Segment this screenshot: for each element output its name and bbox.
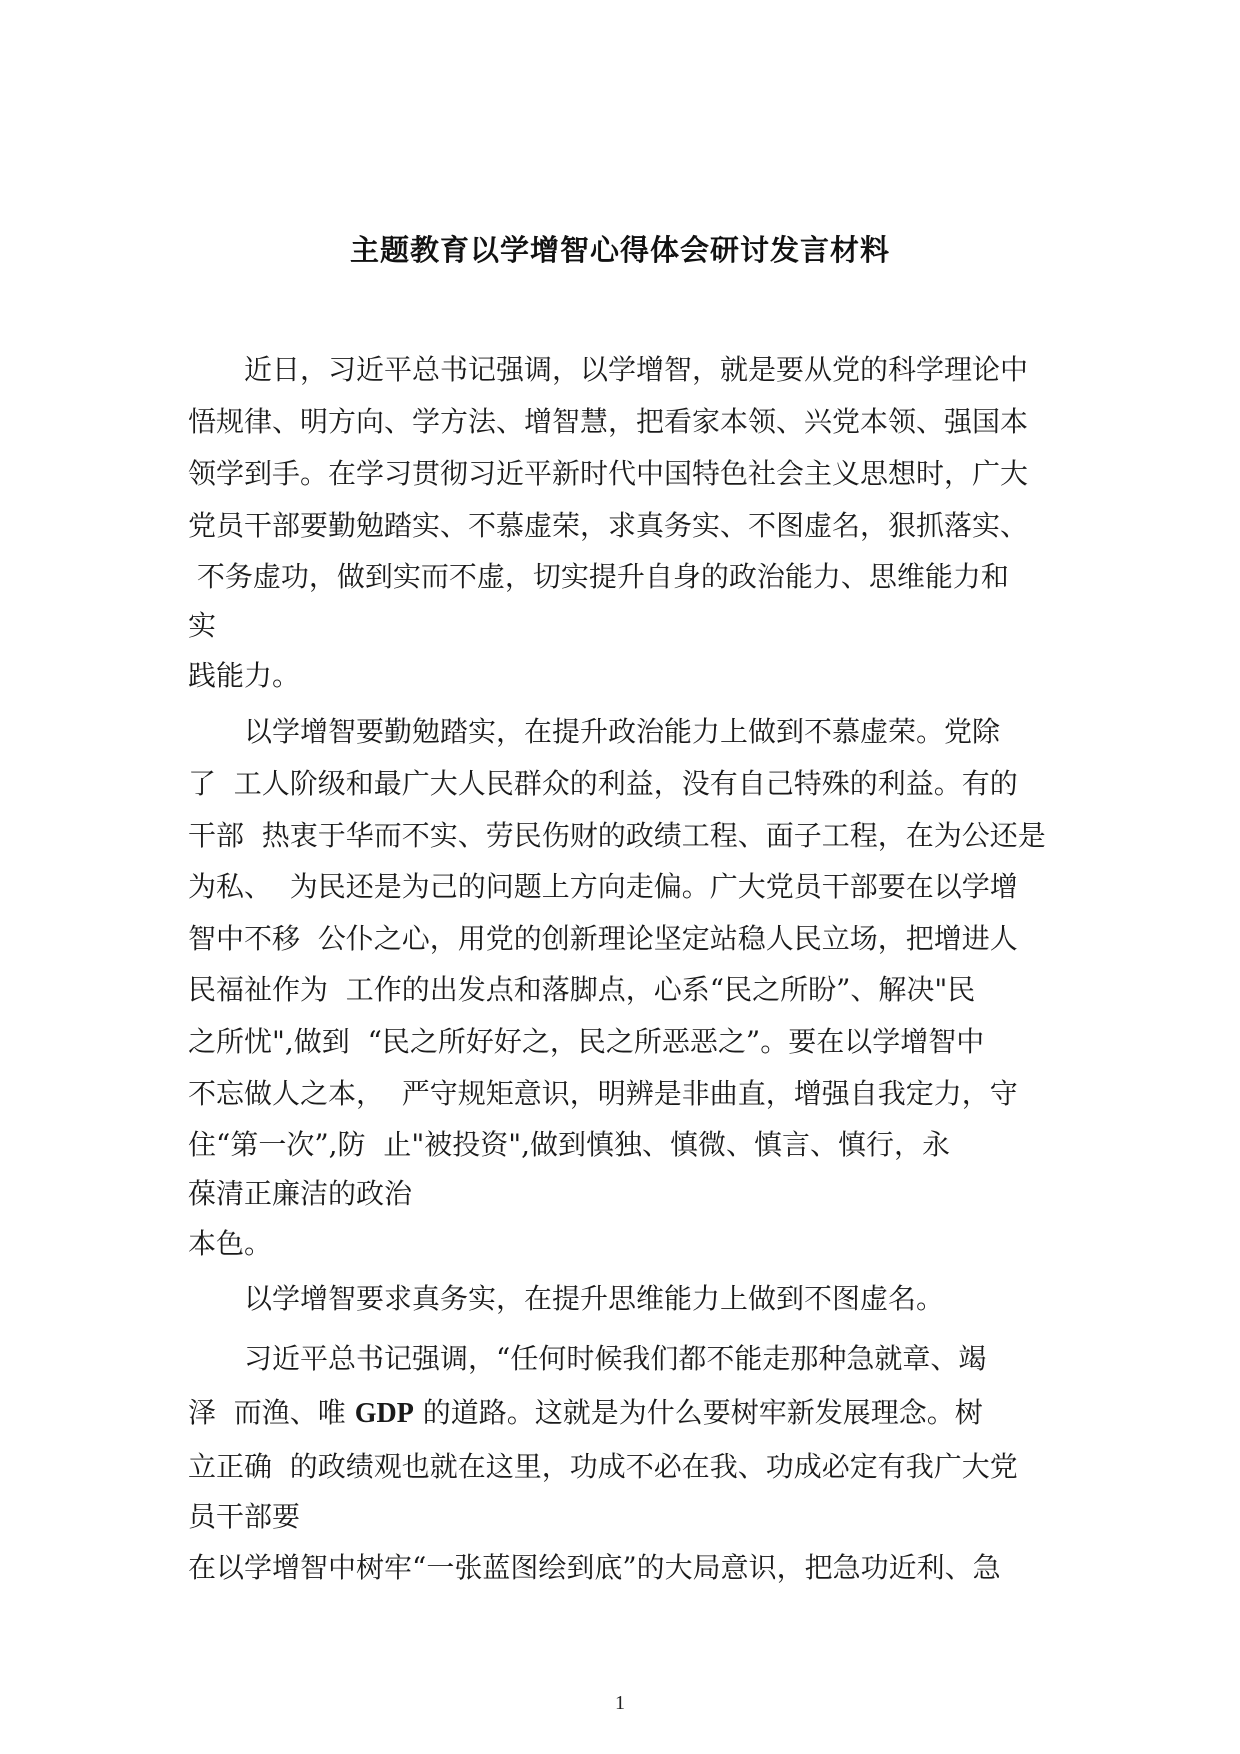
text-line: 以学增智要勤勉踏实，在提升政治能力上做到不慕虚荣。党除 [188,715,1001,748]
text-line: 葆清正廉洁的政治 [188,1177,413,1210]
text-line: 党员干部要勤勉踏实、不慕虚荣，求真务实、不图虚名，狠抓落实、 [188,509,1029,542]
text-line: 为私、 为民还是为己的问题上方向走偏。广大党员干部要在以学增 [188,870,1018,903]
text-line: 立正确 的政绩观也就在这里，功成不必在我、功成必定有我广大党 [188,1450,1018,1483]
text-line: 领学到手。在学习贯彻习近平新时代中国特色社会主义思想时，广大 [188,457,1029,490]
page-number: 1 [615,1692,625,1714]
text-line: 践能力。 [188,659,301,692]
text-line: 实 [188,609,217,642]
text-line: 了 工人阶级和最广大人民群众的利益，没有自己特殊的利益。有的 [188,767,1018,800]
text-line: 悟规律、明方向、学方法、增智慧，把看家本领、兴党本领、强国本 [188,405,1029,438]
text-line: 不忘做人之本， 严守规矩意识，明辨是非曲直，增强自我定力，守 [188,1077,1018,1110]
text-line: 员干部要 [188,1500,301,1533]
gdp-text: GDP [354,1398,414,1429]
text-span: 的道路。这就是为什么要树牢新发展理念。树 [413,1396,983,1429]
text-line: 近日，习近平总书记强调，以学增智，就是要从党的科学理论中 [188,353,1029,386]
text-line: 民福祉作为 工作的出发点和落脚点，心系“民之所盼”、解决"民 [188,973,976,1006]
text-line: 干部 热衷于华而不实、劳民伤财的政绩工程、面子工程，在为公还是 [188,819,1046,852]
text-line: 在以学增智中树牢“一张蓝图绘到底”的大局意识，把急功近利、急 [188,1551,1001,1584]
text-span: 泽 而渔、唯 [188,1396,355,1429]
document-title: 主题教育以学增智心得体会研讨发言材料 [349,233,890,267]
text-line: 以学增智要求真务实，在提升思维能力上做到不图虚名。 [188,1282,945,1315]
text-line: 不务虚功，做到实而不虚，切实提升自身的政治能力、思维能力和 [188,560,1009,593]
text-line: 本色。 [188,1227,273,1260]
text-line-gdp [188,1396,983,1429]
text-line: 习近平总书记强调，“任何时候我们都不能走那种急就章、竭 [188,1342,987,1375]
text-line: 住“第一次”,防 止"被投资",做到慎独、慎微、慎言、慎行，永 [188,1128,950,1161]
text-line: 智中不移 公仆之心，用党的创新理论坚定站稳人民立场，把增进人 [188,922,1018,955]
text-line: 之所忧",做到 “民之所好好之，民之所恶恶之”。要在以学增智中 [188,1025,985,1058]
